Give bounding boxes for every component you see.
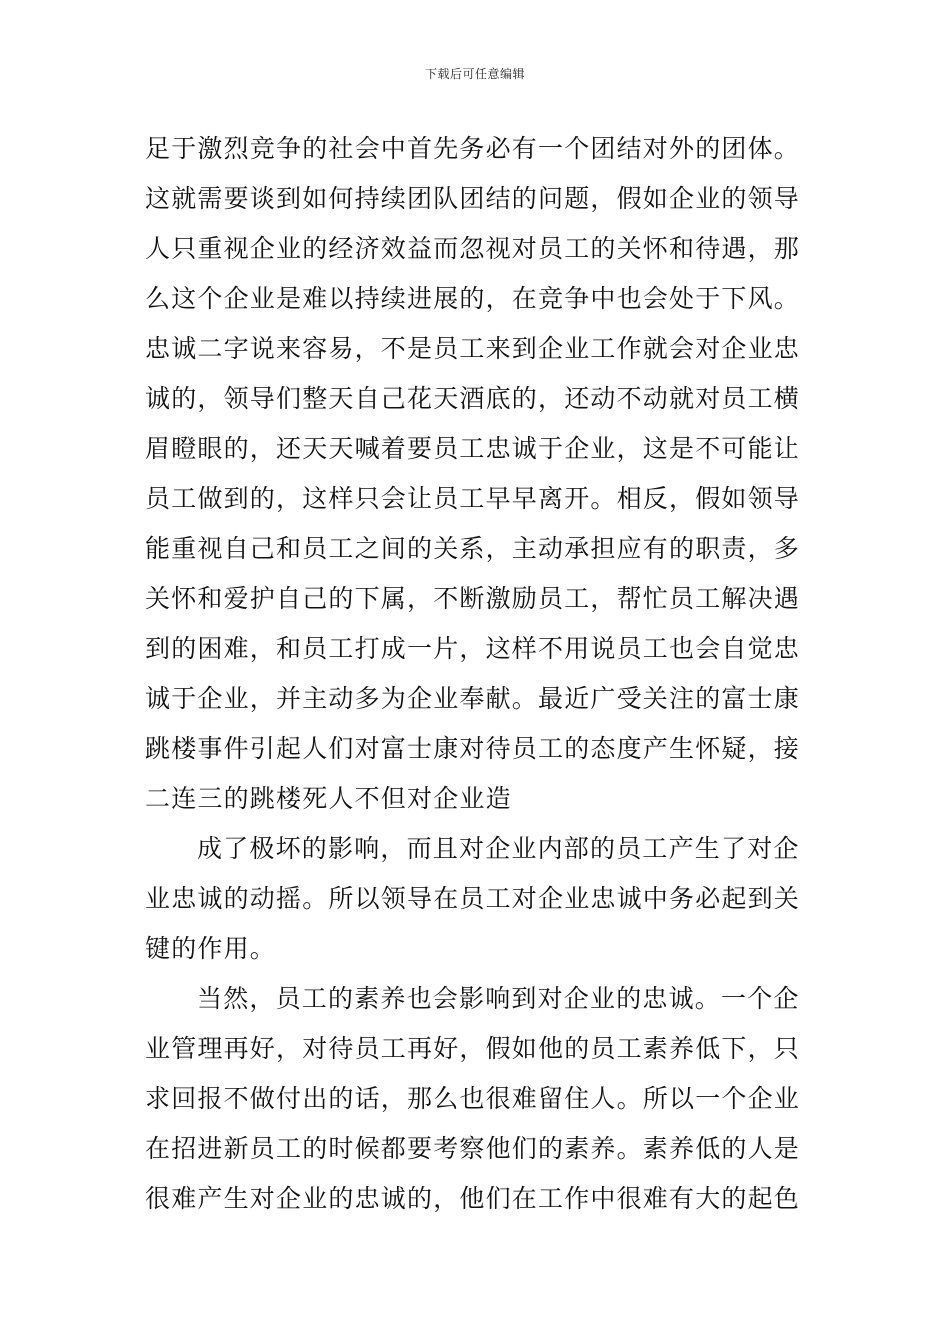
text-line: 忠诚二字说来容易，不是员工来到企业工作就会对企业忠	[145, 334, 801, 363]
text-line: 在招进新员工的时候都要考察他们的素养。素养低的人是	[145, 1134, 801, 1163]
text-line: 关怀和爱护自己的下属，不断激励员工，帮忙员工解决遇	[145, 584, 801, 613]
text-line: 这就需要谈到如何持续团队团结的问题，假如企业的领导	[145, 184, 801, 213]
text-line: 能重视自己和员工之间的关系，主动承担应有的职责，多	[145, 534, 801, 563]
text-line: 很难产生对企业的忠诚的，他们在工作中很难有大的起色	[145, 1184, 801, 1213]
text-line: 足于激烈竞争的社会中首先务必有一个团结对外的团体。	[145, 134, 801, 163]
page-header: 下载后可任意编辑	[424, 67, 525, 81]
text-line: 诚于企业，并主动多为企业奉献。最近广受关注的富士康	[145, 684, 801, 713]
text-line: 跳楼事件引起人们对富士康对待员工的态度产生怀疑，接	[145, 734, 801, 763]
paragraph-1	[145, 124, 810, 824]
text-line: 成了极坏的影响，而且对企业内部的员工产生了对企	[197, 834, 800, 863]
text-line: 当然，员工的素养也会影响到对企业的忠诚。一个企	[197, 984, 800, 1013]
text-line: 业管理再好，对待员工再好，假如他的员工素养低下，只	[145, 1034, 801, 1063]
text-line: 到的困难，和员工打成一片，这样不用说员工也会自觉忠	[145, 634, 801, 663]
text-line: 二连三的跳楼死人不但对企业造	[145, 784, 512, 813]
text-line: 业忠诚的动摇。所以领导在员工对企业忠诚中务必起到关	[145, 884, 801, 913]
body-text	[145, 124, 810, 1224]
text-line: 键的作用。	[145, 934, 277, 963]
text-line: 诚的，领导们整天自己花天酒底的，还动不动就对员工横	[145, 384, 801, 413]
text-line: 人只重视企业的经济效益而忽视对员工的关怀和待遇，那	[145, 234, 801, 263]
text-line: 员工做到的，这样只会让员工早早离开。相反，假如领导	[145, 484, 801, 513]
paragraph-2	[145, 824, 810, 974]
text-line: 求回报不做付出的话，那么也很难留住人。所以一个企业	[145, 1084, 801, 1113]
paragraph-3	[145, 974, 810, 1224]
text-line: 眉瞪眼的，还天天喊着要员工忠诚于企业，这是不可能让	[145, 434, 801, 463]
text-line: 么这个企业是难以持续进展的，在竞争中也会处于下风。	[145, 284, 801, 313]
